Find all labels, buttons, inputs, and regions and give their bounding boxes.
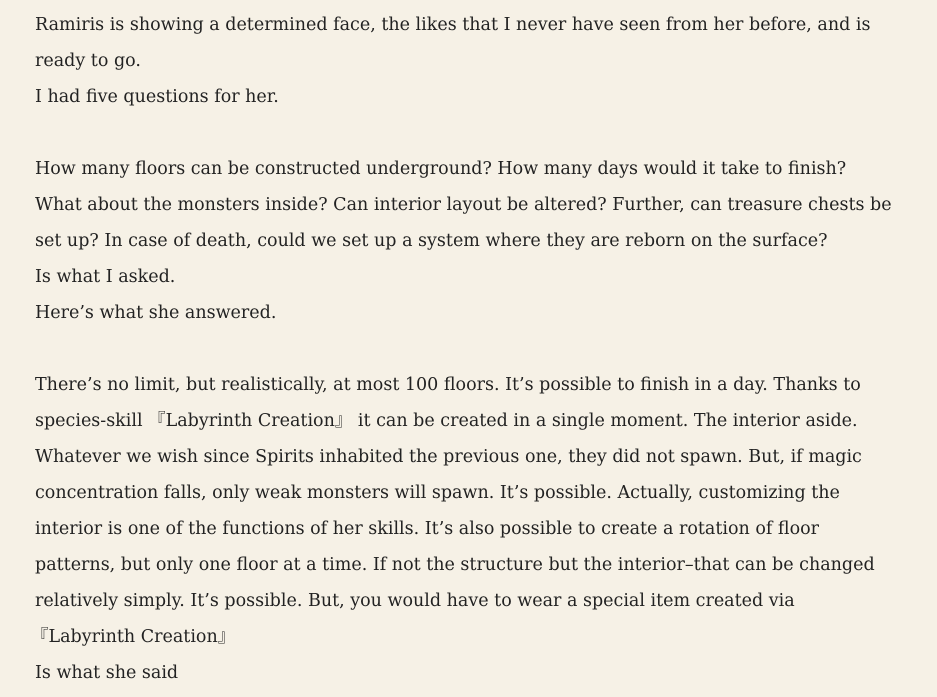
text-line: relatively simply. It’s possible. But, you would have to wear a special item created via	[35, 591, 795, 611]
text-line: There’s no limit, but realistically, at most 100 floors. It’s possible to finish in a day. Thanks to	[35, 375, 861, 395]
text-line: ready to go.	[35, 51, 141, 71]
text-line: Is what she said	[35, 663, 179, 683]
text-line: species-skill 『Labyrinth Creation』 it can be created in a single moment. The interior aside.	[35, 411, 858, 431]
text-line	[31, 619, 915, 655]
chapter-text	[31, 7, 915, 691]
text-line: How many floors can be constructed underground? How many days would it take to finish?	[35, 159, 847, 179]
text-line: Ramiris is showing a determined face, the likes that I never have seen from her before, and is	[35, 15, 871, 35]
text-line: What about the monsters inside? Can interior layout be altered? Further, can treasure chests be	[35, 195, 892, 215]
text-line: concentration falls, only weak monsters will spawn. It’s possible. Actually, customizing the	[35, 483, 840, 503]
text-line: interior is one of the functions of her skills. It’s also possible to create a rotation of floor	[35, 519, 820, 539]
text-line: Is what I asked.	[35, 267, 176, 287]
text-line: I had five questions for her.	[35, 87, 279, 107]
skill-name: 『Labyrinth Creation』	[31, 627, 236, 647]
text-line: Here’s what she answered.	[35, 303, 277, 323]
paragraph-spacer	[35, 331, 915, 367]
text-line: set up? In case of death, could we set up a system where they are reborn on the surface?	[35, 231, 828, 251]
text-line: patterns, but only one floor at a time. If not the structure but the interior–that can be changed	[35, 555, 875, 575]
paragraph-spacer	[35, 115, 915, 151]
text-line: Whatever we wish since Spirits inhabited the previous one, they did not spawn. But, if magic	[35, 447, 862, 467]
